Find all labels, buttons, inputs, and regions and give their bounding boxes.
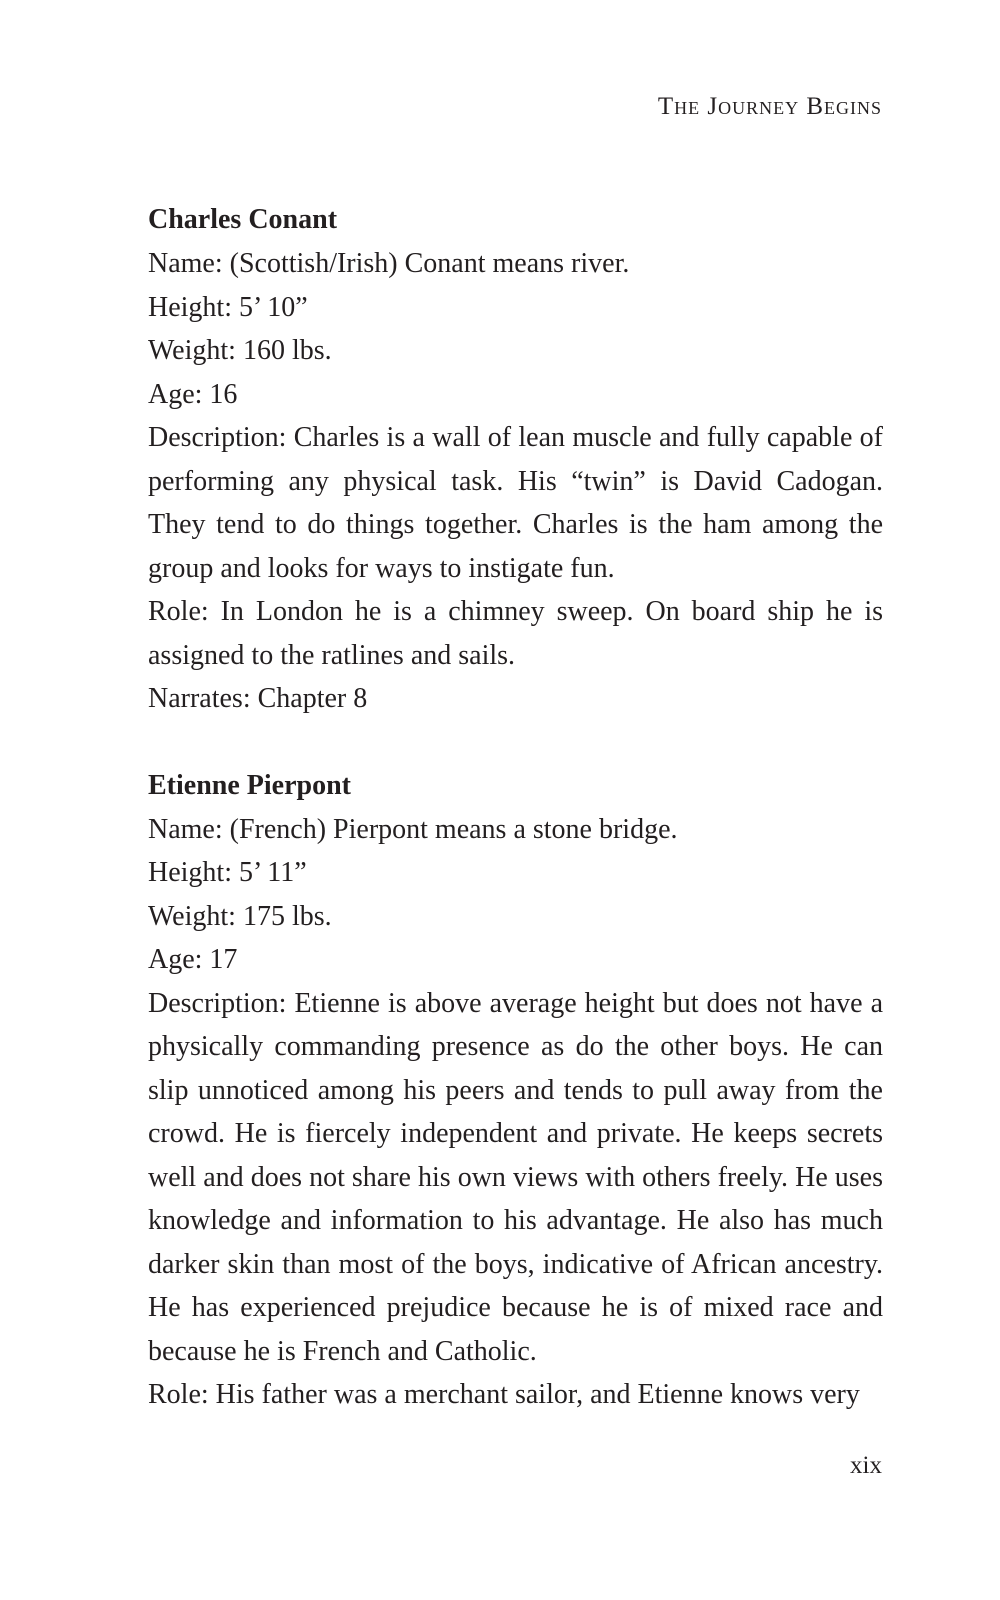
character-name: Etienne Pierpont bbox=[148, 769, 351, 801]
running-head: The Journey Begins bbox=[657, 93, 882, 120]
weight: Weight: 160 lbs. bbox=[148, 335, 332, 366]
page-number: xix bbox=[850, 1452, 882, 1479]
role: Role: In London he is a chimney sweep. On board ship he is assigned to the ratlines and sails. bbox=[148, 596, 883, 671]
age: Age: 16 bbox=[148, 378, 238, 410]
age: Age: 17 bbox=[148, 944, 238, 975]
name-meaning: Name: (Scottish/Irish) Conant means river. bbox=[148, 248, 630, 279]
height: Height: 5’ 10” bbox=[148, 291, 308, 323]
name-meaning: Name: (French) Pierpont means a stone bridge. bbox=[148, 813, 678, 845]
narrates: Narrates: Chapter 8 bbox=[148, 683, 368, 714]
character-name: Charles Conant bbox=[148, 204, 338, 235]
role: Role: His father was a merchant sailor, and Etienne knows very bbox=[148, 1379, 860, 1410]
description: Description: Etienne is above average height but does not have a physically commanding presence as do the other boys. He can slip unnoticed among his peers and tends to pull away from the crowd. He is fiercely independent and private. He keeps secrets well and does not share his own views with others freely. He uses knowledge and information to his advantage. He also has much darker skin than most of the boys, indicative of African ancestry. He has experienced prejudice because he is of mixed race and because he is French and Catholic. bbox=[148, 987, 883, 1367]
character-entry-etienne-pierpont bbox=[148, 764, 883, 1417]
page-body bbox=[148, 198, 883, 1460]
weight: Weight: 175 lbs. bbox=[148, 900, 332, 932]
height: Height: 5’ 11” bbox=[148, 857, 307, 888]
character-entry-charles-conant bbox=[148, 198, 883, 721]
description: Description: Charles is a wall of lean muscle and fully capable of performing any physical task. His “twin” is David Cadogan. They tend to do things together. Charles is the ham among the group and looks for ways to instigate fun. bbox=[148, 422, 883, 584]
